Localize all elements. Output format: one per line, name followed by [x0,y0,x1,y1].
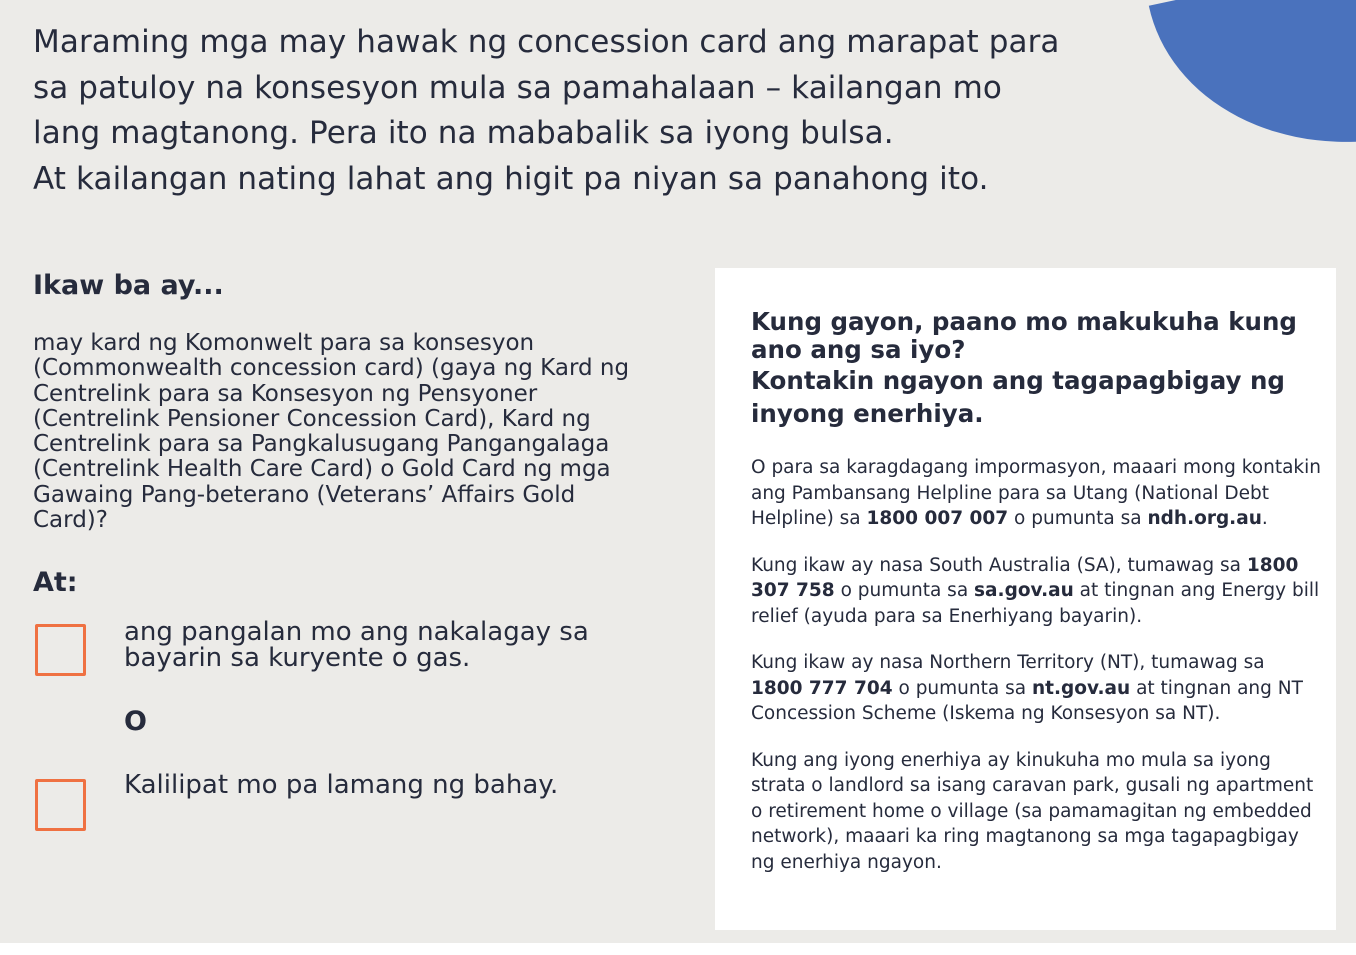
panel-heading-line: Kontakin ngayon ang tagapagbigay ng inyong enerhiya. [751,366,1285,428]
or-label: O [124,706,147,737]
text-segment: o pumunta sa [892,677,1032,699]
website-link[interactable]: ndh.org.au [1147,508,1262,529]
checkbox-moved-house[interactable] [35,779,86,831]
text-segment: Kung ikaw ay nasa Northern Territory (NT), tumawag sa [751,652,1265,673]
website-link[interactable]: nt.gov.au [1031,677,1131,699]
helpline-paragraph [751,455,1321,532]
info-panel [715,268,1336,930]
website-link[interactable]: sa.gov.au [974,580,1074,601]
checkbox-bill-name[interactable] [35,624,86,676]
text-segment: . [1261,508,1268,529]
phone-number: 1800 307 758 [751,554,1299,601]
panel-heading [751,308,1311,430]
panel-heading-line: Kung gayon, paano mo makukuha kung ano ang sa iyo? [751,307,1297,364]
phone-number: 1800 007 007 [866,508,1009,529]
intro-text [33,20,1093,202]
option-bill-name-label: ang pangalan mo ang nakalagay sa bayarin sa kuryente o gas. [124,617,589,673]
corner-decoration [1149,0,1356,182]
panel-body [751,455,1321,896]
phone-number: 1800 777 704 [751,677,893,699]
intro-line: At kailangan nating lahat ang higit pa niyan sa panahong ito. [33,160,989,197]
intro-line: Maraming mga may hawak ng concession card ang marapat para [33,24,1060,60]
embedded-network-paragraph: Kung ang iyong enerhiya ay kinukuha mo mula sa iyong strata o landlord sa isang caravan park, gusali ng apartment o retirement home o village (sa pamamagitan ng embedded network), maaari ka ring magtanong sa mga tagapagbigay ng enerhiya ngayon. [751,749,1314,873]
text-segment: o pumunta sa [834,580,975,601]
text-segment: at tingnan ang NT Concession Scheme (Iskema ng Konsesyon sa NT). [751,677,1303,724]
intro-line: sa patuloy na konsesyon mula sa pamahalaan – kailangan mo [33,69,1003,106]
eligibility-text: may kard ng Komonwelt para sa konsesyon (Commonwealth concession card) (gaya ng Kard ng Centrelink para sa Konsesyon ng Pensyoner (Centrelink Pensioner Concession Card), Kard ng Centrelink para sa Pangkalusugang Pangangalaga (Centrelink Health Care Card) o Gold Card ng mga Gawaing Pang-beterano (Veterans’ Affairs Gold Card)? [33,330,630,534]
text-segment: Kung ikaw ay nasa South Australia (SA), tumawag sa [751,554,1247,576]
nt-paragraph [751,650,1321,727]
text-segment: at tingnan ang Energy bill relief (ayuda para sa Enerhiyang bayarin). [751,580,1320,627]
option-moved-house-label: Kalilipat mo pa lamang ng bahay. [124,770,559,800]
sa-paragraph [751,553,1321,630]
eligibility-heading: Ikaw ba ay... [33,270,224,301]
text-segment: O para sa karagdagang impormasyon, maaari mong kontakin ang Pambansang Helpline para sa Utang (National Debt Helpline) sa [751,457,1321,529]
text-segment: o pumunta sa [1008,508,1148,529]
and-heading: At: [33,567,78,598]
intro-line: lang magtanong. Pera ito na mababalik sa iyong bulsa. [33,115,894,151]
